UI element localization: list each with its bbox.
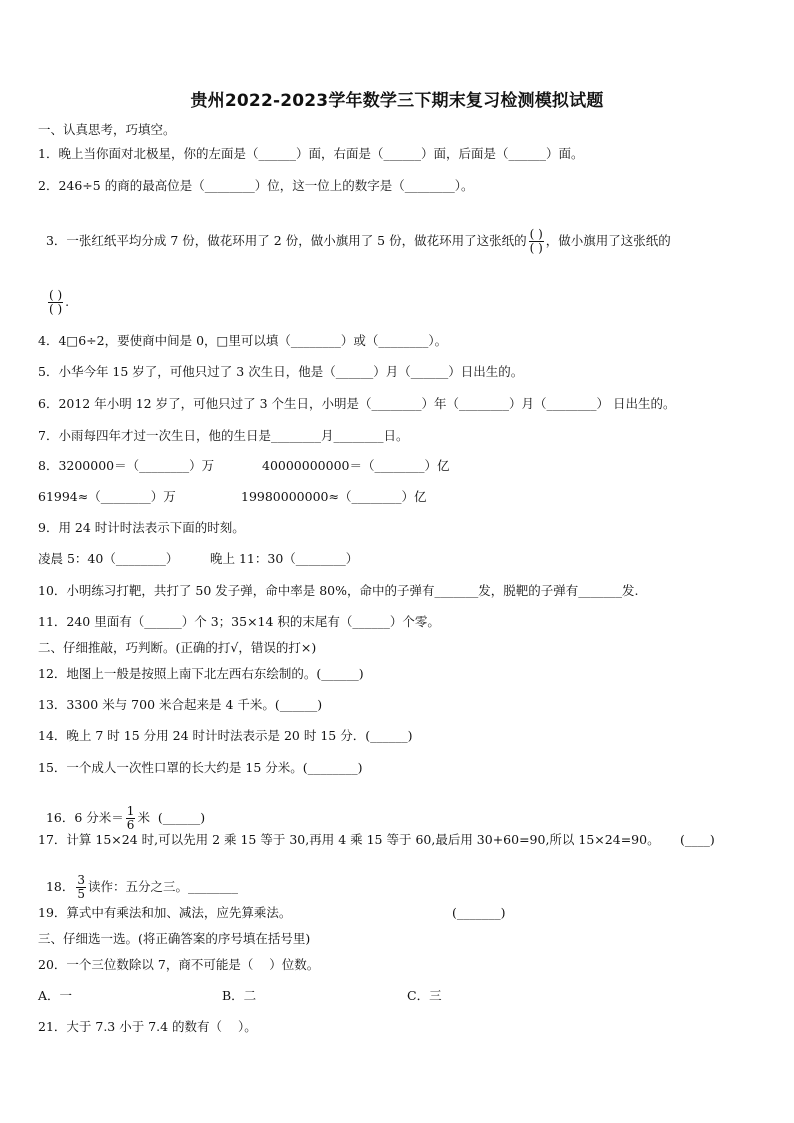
- fraction-three-fifths: $\frac{3}{5}$: [77, 873, 85, 901]
- section-1-heading: 一、认真思考，巧填空。: [38, 122, 176, 137]
- question-4: 4．4□6÷2，要使商中间是 0，□里可以填（________）或（________）。: [38, 333, 448, 348]
- question-9: 9．用 24 时计时法表示下面的时刻。: [38, 520, 245, 535]
- question-12: 12．地图上一般是按照上南下北左西右东绘制的。(______): [38, 666, 364, 681]
- question-6: 6．2012 年小明 12 岁了，可他只过了 3 个生日，小明是（________）年（________）月（________） 日出生的。: [38, 396, 676, 411]
- question-15: 15．一个成人一次性口罩的长大约是 15 分米。(________): [38, 760, 363, 775]
- question-20-option-a: A．一: [38, 988, 73, 1003]
- question-20-option-c: C．三: [407, 988, 442, 1003]
- question-20: 20．一个三位数除以 7，商不可能是（ ）位数。: [38, 957, 320, 972]
- question-8c: 61994≈（________）万: [38, 489, 176, 504]
- exam-title: 贵州2022-2023学年数学三下期末复习检测模拟试题: [190, 91, 604, 111]
- question-17-answer: (____): [680, 832, 715, 847]
- blank-fraction: $\frac{( )}{( )}$: [48, 288, 63, 316]
- question-3: [38, 212, 671, 255]
- question-11: 11．240 里面有（______）个 3；35×14 积的末尾有（______）个零。: [38, 614, 440, 629]
- question-3-continuation: $\frac{( )}{( )}$ .: [48, 288, 70, 316]
- blank-fraction: $\frac{( )}{( )}$: [529, 227, 543, 255]
- question-17: 17．计算 15×24 时,可以先用 2 乘 15 等于 30,再用 4 乘 15 等于 60,最后用 30+60=90,所以 15×24=90。: [38, 832, 660, 847]
- question-21: 21．大于 7.3 小于 7.4 的数有（ ）。: [38, 1019, 257, 1034]
- question-20-option-b: B．二: [222, 988, 257, 1003]
- question-1: 1．晚上当你面对北极星，你的左面是（______）面，右面是（______）面，后面是（______）面。: [38, 146, 584, 161]
- question-7: 7．小雨每四年才过一次生日，他的生日是________月________日。: [38, 428, 409, 443]
- question-19-answer: (_______): [452, 905, 506, 920]
- question-14: 14．晚上 7 时 15 分用 24 时计时法表示是 20 时 15 分．(______): [38, 728, 413, 743]
- question-19: 19．算式中有乘法和加、减法，应先算乘法。: [38, 905, 292, 920]
- question-8b: 40000000000＝（________）亿: [262, 458, 450, 473]
- question-18: 18． $\frac{3}{5}$ 读作：五分之三。________: [45, 873, 239, 901]
- question-3-text-a: 3．一张红纸平均分成 7 份，做花环用了 2 份，做小旗用了 5 份，做花环用了这张纸的: [45, 233, 527, 248]
- question-8d: 19980000000≈（________）亿: [241, 489, 427, 504]
- section-3-heading: 三、仔细选一选。(将正确答案的序号填在括号里): [38, 931, 311, 946]
- question-9b: 晚上 11：30（________）: [210, 551, 359, 566]
- question-9a: 凌晨 5：40（________）: [38, 551, 179, 566]
- question-8a: 8．3200000＝（________）万: [38, 458, 215, 473]
- section-2-heading: 二、仔细推敲，巧判断。(正确的打√，错误的打×): [38, 640, 317, 655]
- question-10: 10．小明练习打靶，共打了 50 发子弹，命中率是 80%，命中的子弹有_______发，脱靶的子弹有_______发.: [38, 583, 639, 598]
- question-3-text-b: ，做小旗用了这张纸的: [545, 233, 671, 248]
- question-2: 2．246÷5 的商的最高位是（________）位，这一位上的数字是（________）。: [38, 178, 474, 193]
- question-5: 5．小华今年 15 岁了，可他只过了 3 次生日，他是（______）月（______）日出生的。: [38, 364, 524, 379]
- question-16: 16．6 分米＝ $\frac{1}{6}$ 米 (______): [45, 804, 206, 832]
- question-13: 13．3300 米与 700 米合起来是 4 千米。(______): [38, 697, 323, 712]
- fraction-one-sixth: $\frac{1}{6}$: [126, 804, 135, 832]
